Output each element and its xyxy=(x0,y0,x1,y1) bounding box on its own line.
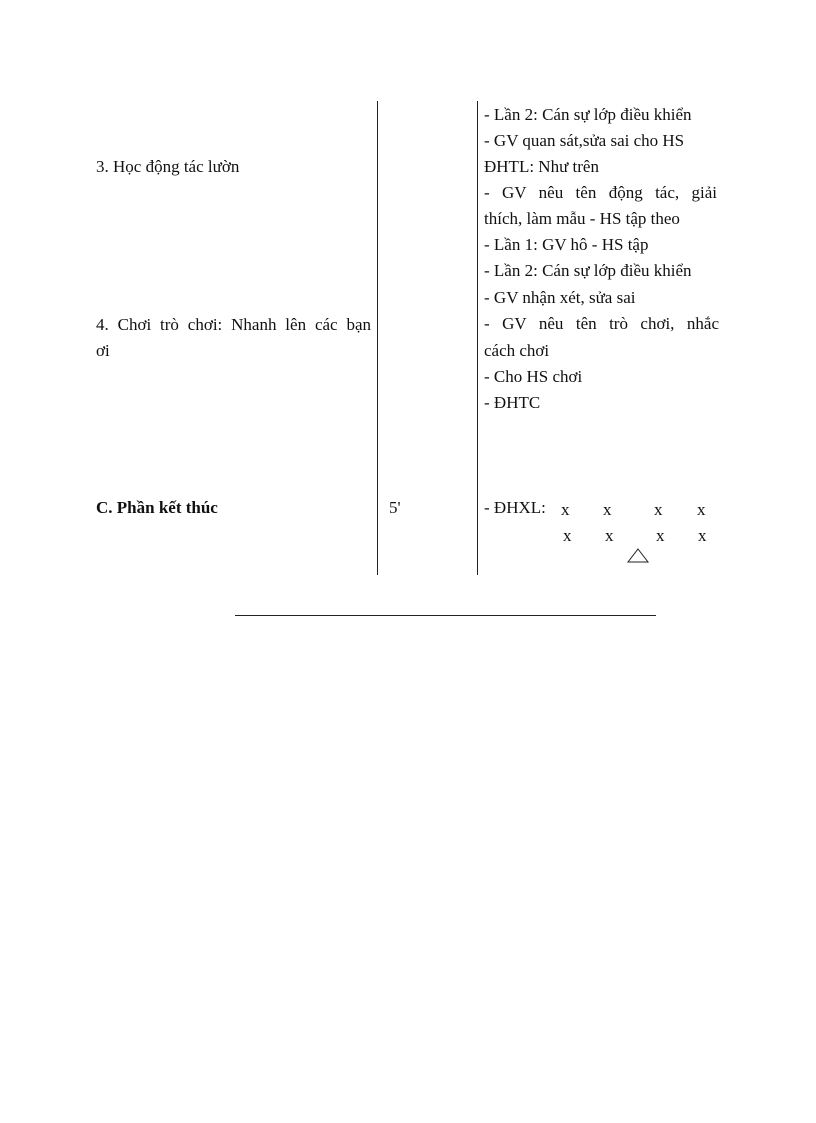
formation-mark: x xyxy=(698,526,707,545)
formation-label: - ĐHXL: xyxy=(484,498,546,517)
formation-mark: x xyxy=(603,500,612,519)
method-line-4: - GV nêu tên động tác, giải xyxy=(484,183,717,202)
activity-item-4-line1: 4. Chơi trò chơi: Nhanh lên các bạn xyxy=(96,315,371,334)
method-line-11: - Cho HS chơi xyxy=(484,367,583,386)
method-line-3: ĐHTL: Như trên xyxy=(484,157,599,176)
teacher-triangle-icon xyxy=(626,548,650,564)
method-line-1: - Lần 2: Cán sự lớp điều khiển xyxy=(484,105,692,124)
formation-mark: x xyxy=(654,500,663,519)
time-part-c: 5' xyxy=(389,498,401,517)
method-line-6: - Lần 1: GV hô - HS tập xyxy=(484,235,649,254)
column-divider-left xyxy=(377,101,378,575)
column-divider-right xyxy=(477,101,478,575)
formation-mark: x xyxy=(605,526,614,545)
end-divider xyxy=(235,615,656,616)
formation-mark: x xyxy=(656,526,665,545)
method-line-5: thích, làm mẫu - HS tập theo xyxy=(484,209,680,228)
method-line-12: - ĐHTC xyxy=(484,393,541,412)
activity-item-3: 3. Học động tác lườn xyxy=(96,157,240,176)
method-line-2: - GV quan sát,sửa sai cho HS xyxy=(484,131,685,150)
formation-mark: x xyxy=(697,500,706,519)
formation-mark: x xyxy=(561,500,570,519)
formation-mark: x xyxy=(563,526,572,545)
activity-item-4-line2: ơi xyxy=(96,341,110,360)
method-line-10: cách chơi xyxy=(484,341,550,360)
method-line-9: - GV nêu tên trò chơi, nhắc xyxy=(484,314,719,333)
method-line-7: - Lần 2: Cán sự lớp điều khiển xyxy=(484,261,692,280)
part-c-heading: C. Phần kết thúc xyxy=(96,498,218,517)
method-line-8: - GV nhận xét, sửa sai xyxy=(484,288,636,307)
